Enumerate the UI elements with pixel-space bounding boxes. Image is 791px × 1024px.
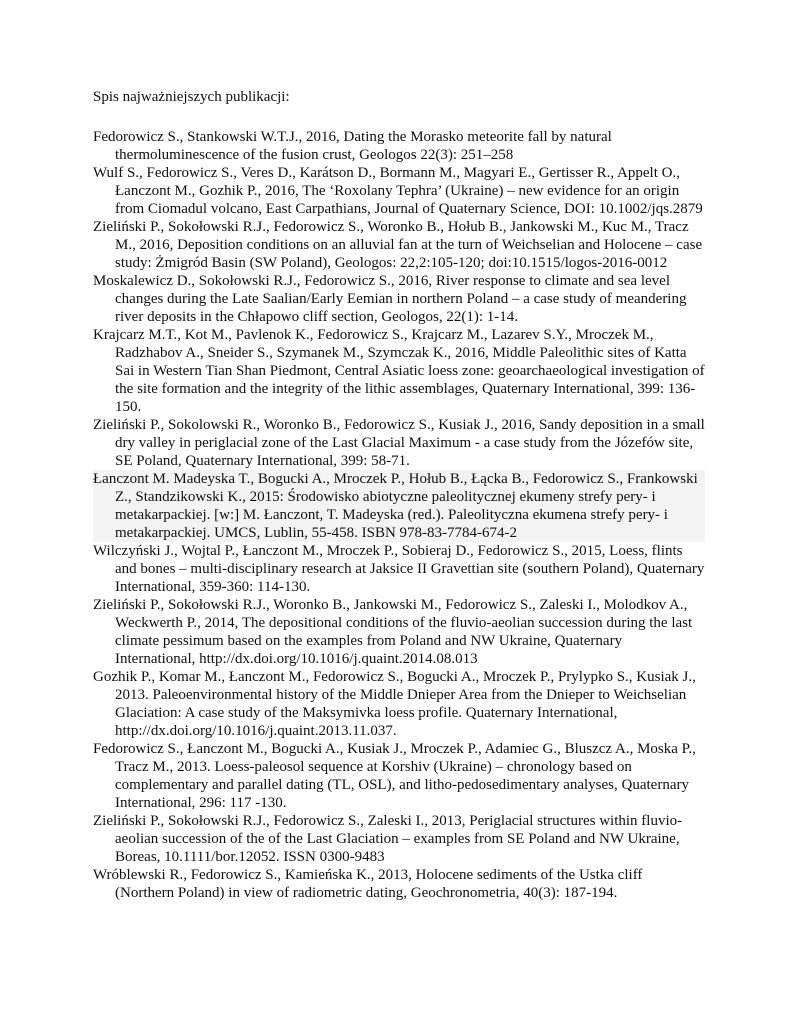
publication-entry: Fedorowicz S., Łanczont M., Bogucki A., Kusiak J., Mroczek P., Adamiec G., Bluszcz A., Moska P., Tracz M., 2013. Loess-paleosol sequence at Korshiv (Ukraine) – chronology based on complementary and parallel dating (TL, OSL), and litho-pedosedimentary analyses, Quaternary International, 296: 117 -130. [93, 741, 696, 811]
publication-list [93, 128, 705, 902]
publication-entry: Krajcarz M.T., Kot M., Pavlenok K., Fedorowicz S., Krajcarz M., Lazarev S.Y., Mroczek M., Radzhabov A., Sneider S., Szymanek M., Szymczak K., 2016, Middle Paleolithic sites of Katta Sai in Western Tian Shan Piedmont, Central Asiatic loess zone: geoarchaeological investigation of the site formation and the integrity of the lithic assemblages, Quaternary International, 399: 136-150. [93, 327, 705, 415]
document-content [93, 88, 705, 902]
publication-entry: Wilczyński J., Wojtal P., Łanczont M., Mroczek P., Sobieraj D., Fedorowicz S., 2015, Loess, flints and bones – multi-disciplinary research at Jaksice II Gravettian site (southern Poland), Quaternary International, 359-360: 114-130. [93, 543, 705, 595]
publication-entry: Fedorowicz S., Stankowski W.T.J., 2016, Dating the Morasko meteorite fall by natural thermoluminescence of the fusion crust, Geologos 22(3): 251–258 [93, 129, 612, 163]
publication-entry: Gozhik P., Komar M., Łanczont M., Fedorowicz S., Bogucki A., Mroczek P., Prylypko S., Kusiak J., 2013. Paleoenvironmental history of the Middle Dnieper Area from the Dnieper to Weichselian Glaciation: A case study of the Maksymivka loess profile. Quaternary International, http://dx.doi.org/10.1016/j.quaint.2013.11.037. [93, 669, 696, 739]
publication-entry: Zieliński P., Sokołowski R.J., Woronko B., Jankowski M., Fedorowicz S., Zaleski I., Molodkov A., Weckwerth P., 2014, The depositional conditions of the fluvio-aeolian succession during the last climate pessimum based on the examples from Poland and NW Ukraine, Quaternary International, http://dx.doi.org/10.1016/j.quaint.2014.08.013 [93, 597, 693, 667]
publication-entry: Wulf S., Fedorowicz S., Veres D., Karátson D., Bormann M., Magyari E., Gertisser R., Appelt O., Łanczont M., Gozhik P., 2016, The ‘Roxolany Tephra’ (Ukraine) – new evidence for an origin from Ciomadul volcano, East Carpathians, Journal of Quaternary Science, DOI: 10.1002/jqs.2879 [93, 165, 703, 217]
publication-entry: Zieliński P., Sokolowski R., Woronko B., Fedorowicz S., Kusiak J., 2016, Sandy deposition in a small dry valley in periglacial zone of the Last Glacial Maximum - a case study from the Józefów site, SE Poland, Quaternary International, 399: 58-71. [93, 417, 705, 469]
publications-heading: Spis najważniejszych publikacji: [93, 89, 290, 105]
publication-entry: Wróblewski R., Fedorowicz S., Kamieńska K., 2013, Holocene sediments of the Ustka cliff (Northern Poland) in view of radiometric dating, Geochronometria, 40(3): 187-194. [93, 867, 643, 901]
publication-entry: Moskalewicz D., Sokołowski R.J., Fedorowicz S., 2016, River response to climate and sea level changes during the Late Saalian/Early Eemian in northern Poland – a case study of meandering river deposits in the Chłapowo cliff section, Geologos, 22(1): 1-14. [93, 273, 687, 325]
publication-entry: Łanczont M. Madeyska T., Bogucki A., Mroczek P., Hołub B., Łącka B., Fedorowicz S., Frankowski Z., Standzikowski K., 2015: Środowisko abiotyczne paleolitycznej ekumeny strefy pery- i metakarpackiej. [w:] M. Łanczont, T. Madeyska (red.). Paleolityczna ekumena strefy pery- i metakarpackiej. UMCS, Lublin, 55-458. ISBN 978-83-7784-674-2 [93, 470, 705, 542]
publication-entry: Zieliński P., Sokołowski R.J., Fedorowicz S., Woronko B., Hołub B., Jankowski M., Kuc M., Tracz M., 2016, Deposition conditions on an alluvial fan at the turn of Weichselian and Holocene – case study: Żmigród Basin (SW Poland), Geologos: 22,2:105-120; doi:10.1515/logos-2016-0012 [93, 219, 703, 271]
publication-entry: Zieliński P., Sokołowski R.J., Fedorowicz S., Zaleski I., 2013, Periglacial structures within fluvio-aeolian succession of the of the Last Glaciation – examples from SE Poland and NW Ukraine, Boreas, 10.1111/bor.12052. ISSN 0300-9483 [93, 813, 683, 865]
